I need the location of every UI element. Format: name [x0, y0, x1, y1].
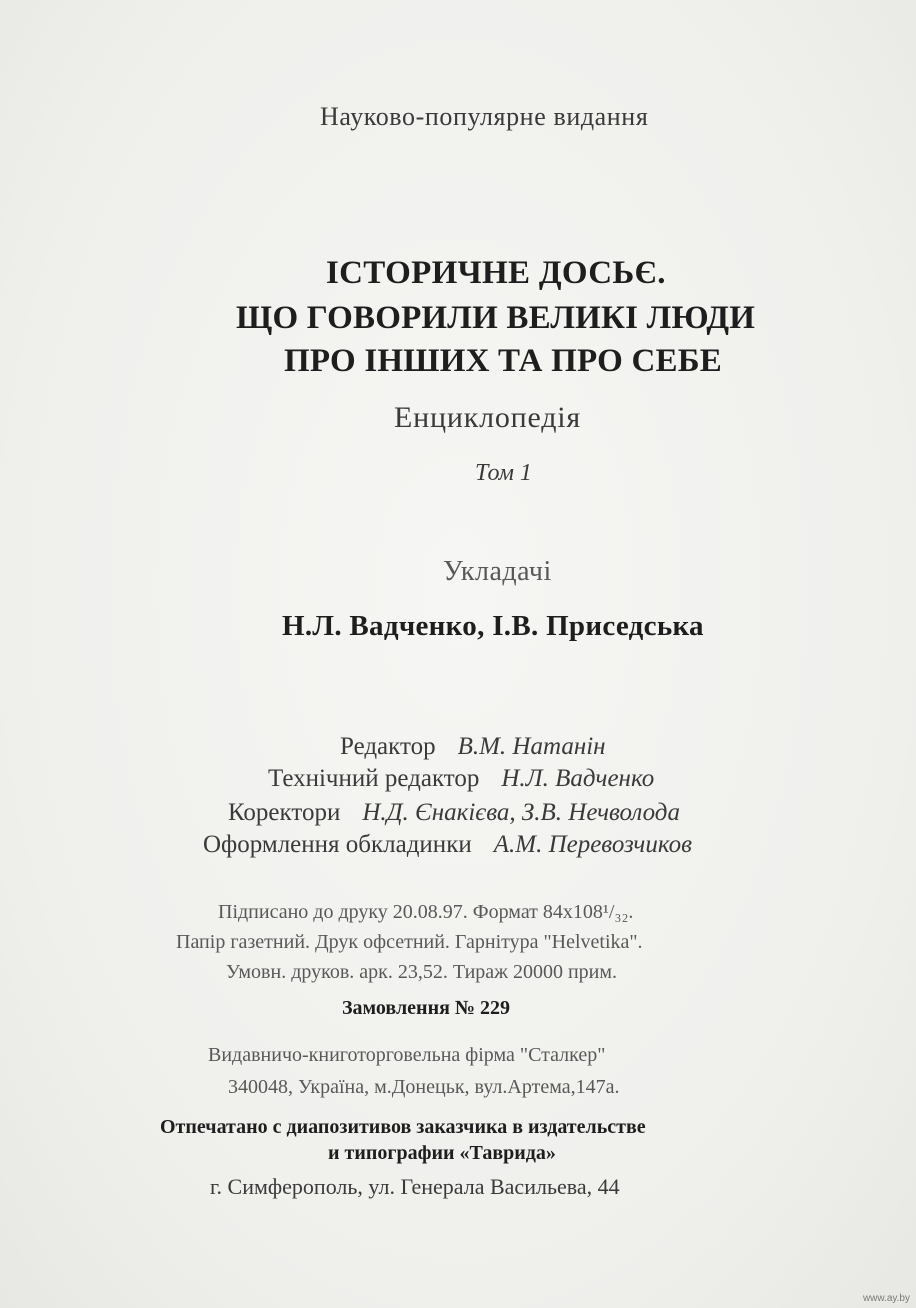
credit-name: Н.Д. Єнакієва, З.В. Нечволода — [362, 799, 680, 826]
credit-role: Редактор — [340, 733, 436, 760]
order-number: Замовлення № 229 — [342, 997, 511, 1019]
compilers-names: Н.Л. Вадченко, І.В. Приседська — [282, 610, 704, 642]
imprint-line-1: Підписано до друку 20.08.97. Формат 84x108¹/₃₂. — [218, 901, 634, 923]
credit-role: Коректори — [228, 799, 341, 826]
credit-name: Н.Л. Вадченко — [501, 765, 655, 792]
publisher-line-2: 340048, Україна, м.Донецьк, вул.Артема,147а. — [228, 1076, 620, 1098]
credit-editor — [340, 734, 606, 759]
title-line-2: ЩО ГОВОРИЛИ ВЕЛИКІ ЛЮДИ — [236, 300, 756, 336]
publisher-line-1: Видавничо-книготорговельна фірма "Сталкер" — [208, 1044, 606, 1066]
imprint-line-3: Умовн. друков. арк. 23,52. Тираж 20000 прим. — [226, 961, 618, 983]
credit-role: Оформлення обкладинки — [203, 831, 472, 858]
printer-line-3: г. Симферополь, ул. Генерала Васильева, 44 — [210, 1174, 620, 1199]
genre-label: Енциклопедія — [394, 401, 582, 434]
printer-line-1: Отпечатано с диапозитивов заказчика в издательстве — [160, 1116, 646, 1138]
volume-label: Том 1 — [475, 460, 532, 486]
title-line-1: ІСТОРИЧНЕ ДОСЬЄ. — [326, 255, 666, 291]
credit-role: Технічний редактор — [268, 765, 480, 792]
credit-tech-editor — [268, 766, 654, 791]
credit-cover-design — [203, 832, 692, 857]
edition-type: Науково-популярне видання — [320, 102, 649, 131]
credit-name: А.М. Перевозчиков — [493, 831, 692, 858]
imprint-line-2: Папір газетний. Друк офсетний. Гарнітура "Helvetika". — [176, 931, 643, 953]
credit-name: В.М. Натанін — [457, 733, 606, 760]
credit-proofreaders — [228, 800, 680, 825]
printer-line-2: и типографии «Таврида» — [328, 1142, 556, 1164]
title-line-3: ПРО ІНШИХ ТА ПРО СЕБЕ — [284, 343, 722, 379]
compilers-label: Укладачі — [443, 556, 552, 587]
watermark: www.ay.by — [862, 1293, 910, 1304]
